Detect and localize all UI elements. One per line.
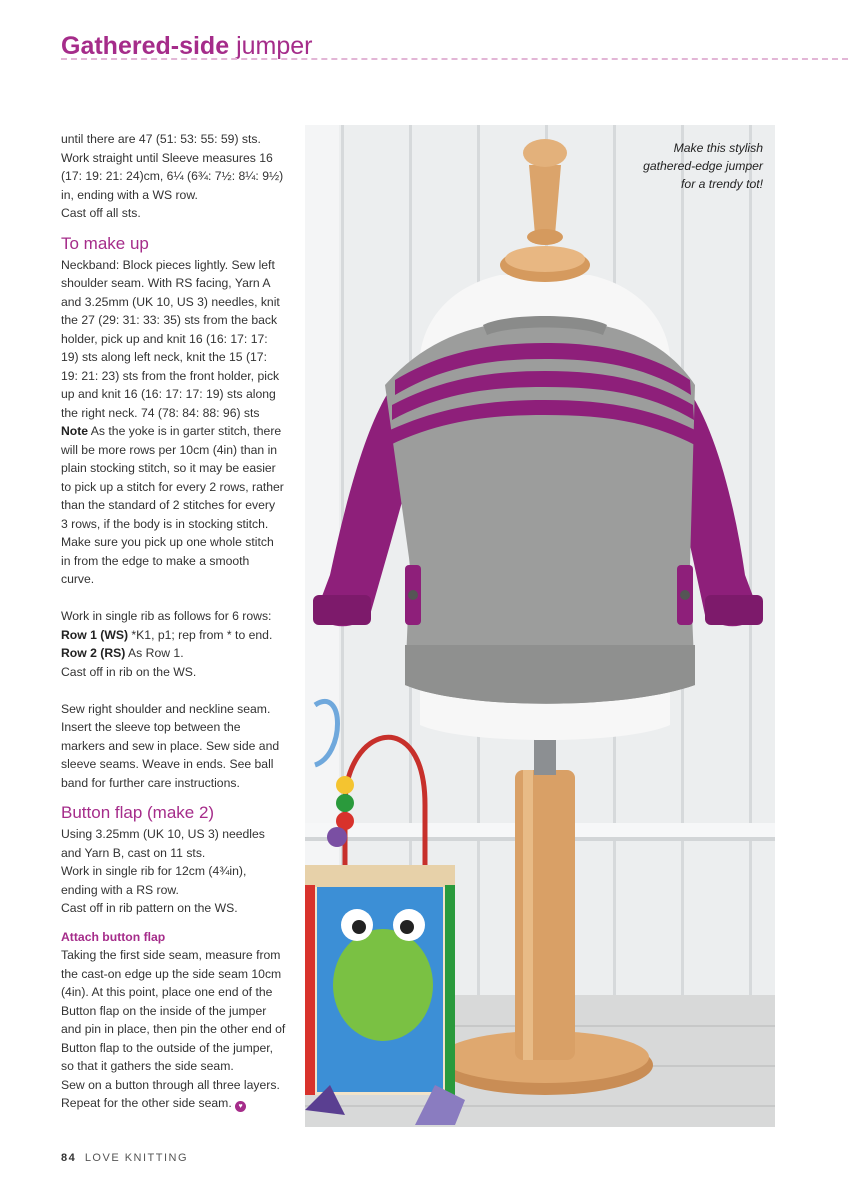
seam-instructions <box>61 700 289 793</box>
row1-label: Row 1 (WS) <box>61 627 129 642</box>
toy-cube-edge-red <box>305 885 315 1095</box>
text-line: Work in single rib for 12cm (4¾in), <box>61 864 247 878</box>
text-line: Sew on a button through all three layers. <box>61 1077 280 1092</box>
text-line: and 3.25mm (UK 10, US 3) needles, knit <box>61 294 280 309</box>
text-line: and pin in place, then pin the other end of <box>61 1022 286 1036</box>
text-line: so that it gathers the side seam. <box>61 1059 234 1073</box>
text-line: to pick up a stitch for every 2 rows, rather <box>61 479 284 494</box>
text-line: sleeve seams. Weave in ends. See ball <box>61 757 274 771</box>
subheading-attach-button-flap: Attach button flap <box>61 929 166 944</box>
toy-frog-face <box>333 929 433 1041</box>
text-line: Taking the first side seam, measure from <box>61 948 281 962</box>
text-line: Button flap to the outside of the jumper, <box>61 1040 274 1055</box>
text-line: (17: 19: 21: 24)cm, 6¼ (6¾: 7½: 8¼: 9½) <box>61 169 284 183</box>
product-photo <box>305 125 775 1127</box>
pattern-text-column <box>61 130 289 1113</box>
magazine-name: LOVE KNITTING <box>84 1152 189 1164</box>
jumper-illustration <box>305 125 775 1127</box>
text-line: plain stocking stitch, so it may be easier <box>61 461 276 475</box>
text-line: until there are 47 (51: 53: 55: 59) sts. <box>61 132 261 146</box>
text-line: the right neck. 74 (78: 84: 88: 96) sts <box>61 405 260 420</box>
section-heading-button-flap: Button flap (make 2) <box>61 803 215 822</box>
toy-bead <box>327 827 347 847</box>
button-flap-instructions <box>61 825 289 918</box>
text-line: holder, pick up and knit 16 (16: 17: 17: <box>61 331 268 346</box>
toy-bead <box>336 794 354 812</box>
heart-end-icon: ♥ <box>235 1101 246 1112</box>
left-button <box>408 590 418 600</box>
floor-board <box>305 1105 775 1107</box>
right-cuff <box>705 595 763 625</box>
mannequin-knob-top <box>523 139 567 167</box>
caption-line: gathered-edge jumper <box>643 159 763 173</box>
text-line: Insert the sleeve top between the <box>61 720 241 734</box>
toy-cube-edge-green <box>445 885 455 1095</box>
page-footer <box>61 1152 188 1164</box>
caption-line: for a trendy tot! <box>681 177 763 191</box>
text-line <box>61 626 289 645</box>
text-line: Make sure you pick up one whole stitch <box>61 535 274 549</box>
jumper-hem-rib <box>405 645 695 704</box>
text-line: 3 rows, if the body is in stocking stitch. <box>61 516 269 531</box>
text-line: Sew right shoulder and neckline seam. <box>61 701 271 716</box>
note-block <box>61 422 289 589</box>
stand-pole-highlight <box>523 770 533 1060</box>
text-line: in, ending with a WS row. <box>61 187 198 202</box>
text-line: 19) sts along left neck, knit the 15 (17: <box>61 350 267 364</box>
caption-line: Make this stylish <box>673 141 763 155</box>
row2-text: As Row 1. <box>125 646 184 660</box>
text-line: (4in). At this point, place one end of the <box>61 985 273 999</box>
toy-cube-top <box>305 865 455 887</box>
text-line: shoulder seam. With RS facing, Yarn A <box>61 276 271 290</box>
wall-groove <box>749 125 752 995</box>
text-line: than the standard of 2 stitches for every <box>61 498 276 512</box>
row2-label: Row 2 (RS) <box>61 646 126 660</box>
text-line: and Yarn B, cast on 11 sts. <box>61 845 206 860</box>
text-line: Work in single rib as follows for 6 rows: <box>61 609 272 623</box>
page-number: 84 <box>61 1152 77 1164</box>
text-line: Button flap on the inside of the jumper <box>61 1003 267 1018</box>
toy-frog-pupil <box>352 920 366 934</box>
attach-flap-instructions <box>61 946 289 1113</box>
mannequin-cap <box>505 246 585 272</box>
rib-instructions <box>61 607 289 681</box>
left-cuff <box>313 595 371 625</box>
paragraph-gap <box>61 589 289 608</box>
text-line <box>61 422 289 441</box>
text-line: Cast off in rib on the WS. <box>61 664 197 679</box>
text-line <box>61 644 289 663</box>
text-line: Cast off in rib pattern on the WS. <box>61 901 238 915</box>
paragraph-gap <box>61 681 289 700</box>
text-line: the cast-on edge up the side seam 10cm <box>61 966 282 981</box>
last-line: Repeat for the other side seam. <box>61 1096 232 1110</box>
photo-caption <box>603 139 763 193</box>
text-line: the 27 (29: 31: 33: 35) sts from the back <box>61 313 278 327</box>
section-heading-make-up: To make up <box>61 233 149 253</box>
text-line: in from the edge to make a smooth <box>61 553 250 568</box>
text-line: will be more rows per 10cm (4in) than in <box>61 442 278 457</box>
note-first-line: As the yoke is in garter stitch, there <box>88 424 282 438</box>
title-light: jumper <box>236 32 313 60</box>
sleeve-continuation <box>61 130 289 223</box>
row1-text: *K1, p1; rep from * to end. <box>128 627 273 642</box>
text-line: 19: 21: 23) sts from the front holder, pick <box>61 368 280 383</box>
title-bold: Gathered-side <box>61 32 230 60</box>
text-line <box>61 1094 289 1113</box>
text-line: markers and sew in place. Sew side and <box>61 738 280 753</box>
text-line: ending with a RS row. <box>61 882 179 897</box>
text-line: Cast off all sts. <box>61 206 141 220</box>
toy-bead <box>336 776 354 794</box>
mannequin-knob-collar <box>527 229 563 245</box>
text-line: Work straight until Sleeve measures 16 <box>61 150 273 165</box>
toy-frog-pupil <box>400 920 414 934</box>
text-line: Neckband: Block pieces lightly. Sew left <box>61 257 275 272</box>
text-line: Using 3.25mm (UK 10, US 3) needles <box>61 827 265 841</box>
text-line: curve. <box>61 572 95 586</box>
title-divider <box>61 58 848 60</box>
note-label: Note <box>61 424 89 438</box>
neckband-instructions <box>61 256 289 423</box>
text-line: up and knit 16 (16: 17: 17: 19) sts along <box>61 387 276 401</box>
right-button <box>680 590 690 600</box>
text-line: band for further care instructions. <box>61 775 240 790</box>
